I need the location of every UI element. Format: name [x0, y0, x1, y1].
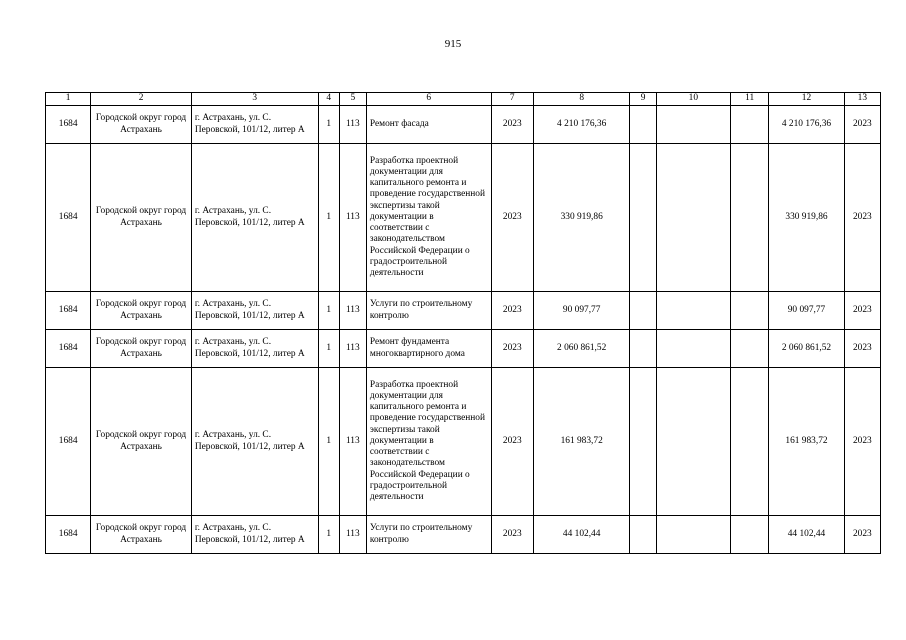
cell-object-id: 1684 [46, 330, 91, 368]
cell-year: 2023 [491, 106, 533, 144]
cell-total-cost: 161 983,72 [533, 368, 630, 516]
page-number: 915 [444, 38, 462, 50]
cell-col10 [656, 516, 730, 554]
cell-col10 [656, 330, 730, 368]
cell-col9 [630, 144, 656, 292]
cell-municipality: Городской округ город Астрахань [91, 292, 192, 330]
table-row [46, 292, 881, 330]
cell-col10 [656, 144, 730, 292]
table-row [46, 368, 881, 516]
cell-work-type: Услуги по строительному контролю [366, 292, 491, 330]
cell-year: 2023 [491, 330, 533, 368]
header-row [46, 93, 881, 106]
cell-col4: 1 [318, 516, 339, 554]
cell-col11 [731, 106, 769, 144]
column-header: 3 [191, 93, 318, 106]
cell-address: г. Астрахань, ул. С. Перовской, 101/12, литер А [191, 368, 318, 516]
cell-year-col13: 2023 [844, 292, 880, 330]
cell-col4: 1 [318, 368, 339, 516]
cell-cost-col12: 330 919,86 [769, 144, 844, 292]
cell-municipality: Городской округ город Астрахань [91, 516, 192, 554]
column-header: 5 [339, 93, 366, 106]
cell-address: г. Астрахань, ул. С. Перовской, 101/12, литер А [191, 292, 318, 330]
cell-col9 [630, 330, 656, 368]
column-header: 12 [769, 93, 844, 106]
cell-object-id: 1684 [46, 292, 91, 330]
column-header: 2 [91, 93, 192, 106]
column-header: 8 [533, 93, 630, 106]
cell-work-type: Ремонт фасада [366, 106, 491, 144]
cell-year: 2023 [491, 368, 533, 516]
cell-col11 [731, 516, 769, 554]
cell-col9 [630, 516, 656, 554]
cell-year-col13: 2023 [844, 144, 880, 292]
cell-total-cost: 2 060 861,52 [533, 330, 630, 368]
cell-work-type: Ремонт фундамента многоквартирного дома [366, 330, 491, 368]
cell-col5: 113 [339, 106, 366, 144]
table-row [46, 516, 881, 554]
cell-year: 2023 [491, 516, 533, 554]
cell-work-type: Разработка проектной документации для капитального ремонта и проведение государственной экспертизы такой документации в соответствии с законодательством Российской Федерации о градостроительной деятельности [366, 144, 491, 292]
cell-year-col13: 2023 [844, 106, 880, 144]
cell-col10 [656, 292, 730, 330]
column-header: 6 [366, 93, 491, 106]
cell-object-id: 1684 [46, 106, 91, 144]
cell-object-id: 1684 [46, 144, 91, 292]
cell-cost-col12: 90 097,77 [769, 292, 844, 330]
cell-year-col13: 2023 [844, 368, 880, 516]
works-table [45, 92, 881, 554]
cell-col9 [630, 106, 656, 144]
cell-col4: 1 [318, 106, 339, 144]
cell-col4: 1 [318, 144, 339, 292]
column-header: 13 [844, 93, 880, 106]
cell-total-cost: 330 919,86 [533, 144, 630, 292]
cell-col10 [656, 368, 730, 516]
cell-address: г. Астрахань, ул. С. Перовской, 101/12, литер А [191, 144, 318, 292]
cell-total-cost: 90 097,77 [533, 292, 630, 330]
cell-work-type: Услуги по строительному контролю [366, 516, 491, 554]
column-header: 1 [46, 93, 91, 106]
cell-col11 [731, 330, 769, 368]
cell-col9 [630, 368, 656, 516]
cell-total-cost: 44 102,44 [533, 516, 630, 554]
cell-col5: 113 [339, 330, 366, 368]
cell-col4: 1 [318, 330, 339, 368]
table-row [46, 330, 881, 368]
column-header: 11 [731, 93, 769, 106]
cell-col5: 113 [339, 516, 366, 554]
cell-object-id: 1684 [46, 368, 91, 516]
cell-municipality: Городской округ город Астрахань [91, 144, 192, 292]
cell-cost-col12: 161 983,72 [769, 368, 844, 516]
cell-col9 [630, 292, 656, 330]
cell-object-id: 1684 [46, 516, 91, 554]
column-header: 4 [318, 93, 339, 106]
cell-col10 [656, 106, 730, 144]
column-header: 9 [630, 93, 656, 106]
cell-cost-col12: 2 060 861,52 [769, 330, 844, 368]
cell-col11 [731, 368, 769, 516]
table-row [46, 106, 881, 144]
cell-year-col13: 2023 [844, 330, 880, 368]
cell-year: 2023 [491, 144, 533, 292]
cell-col5: 113 [339, 368, 366, 516]
cell-municipality: Городской округ город Астрахань [91, 106, 192, 144]
cell-year-col13: 2023 [844, 516, 880, 554]
cell-municipality: Городской округ город Астрахань [91, 368, 192, 516]
cell-col4: 1 [318, 292, 339, 330]
table-row [46, 144, 881, 292]
column-header: 7 [491, 93, 533, 106]
cell-total-cost: 4 210 176,36 [533, 106, 630, 144]
cell-year: 2023 [491, 292, 533, 330]
cell-col11 [731, 144, 769, 292]
cell-col5: 113 [339, 144, 366, 292]
cell-col5: 113 [339, 292, 366, 330]
cell-cost-col12: 4 210 176,36 [769, 106, 844, 144]
cell-col11 [731, 292, 769, 330]
cell-address: г. Астрахань, ул. С. Перовской, 101/12, литер А [191, 106, 318, 144]
cell-municipality: Городской округ город Астрахань [91, 330, 192, 368]
cell-address: г. Астрахань, ул. С. Перовской, 101/12, литер А [191, 516, 318, 554]
cell-work-type: Разработка проектной документации для капитального ремонта и проведение государственной экспертизы такой документации в соответствии с законодательством Российской Федерации о градостроительной деятельности [366, 368, 491, 516]
column-header: 10 [656, 93, 730, 106]
cell-address: г. Астрахань, ул. С. Перовской, 101/12, литер А [191, 330, 318, 368]
cell-cost-col12: 44 102,44 [769, 516, 844, 554]
